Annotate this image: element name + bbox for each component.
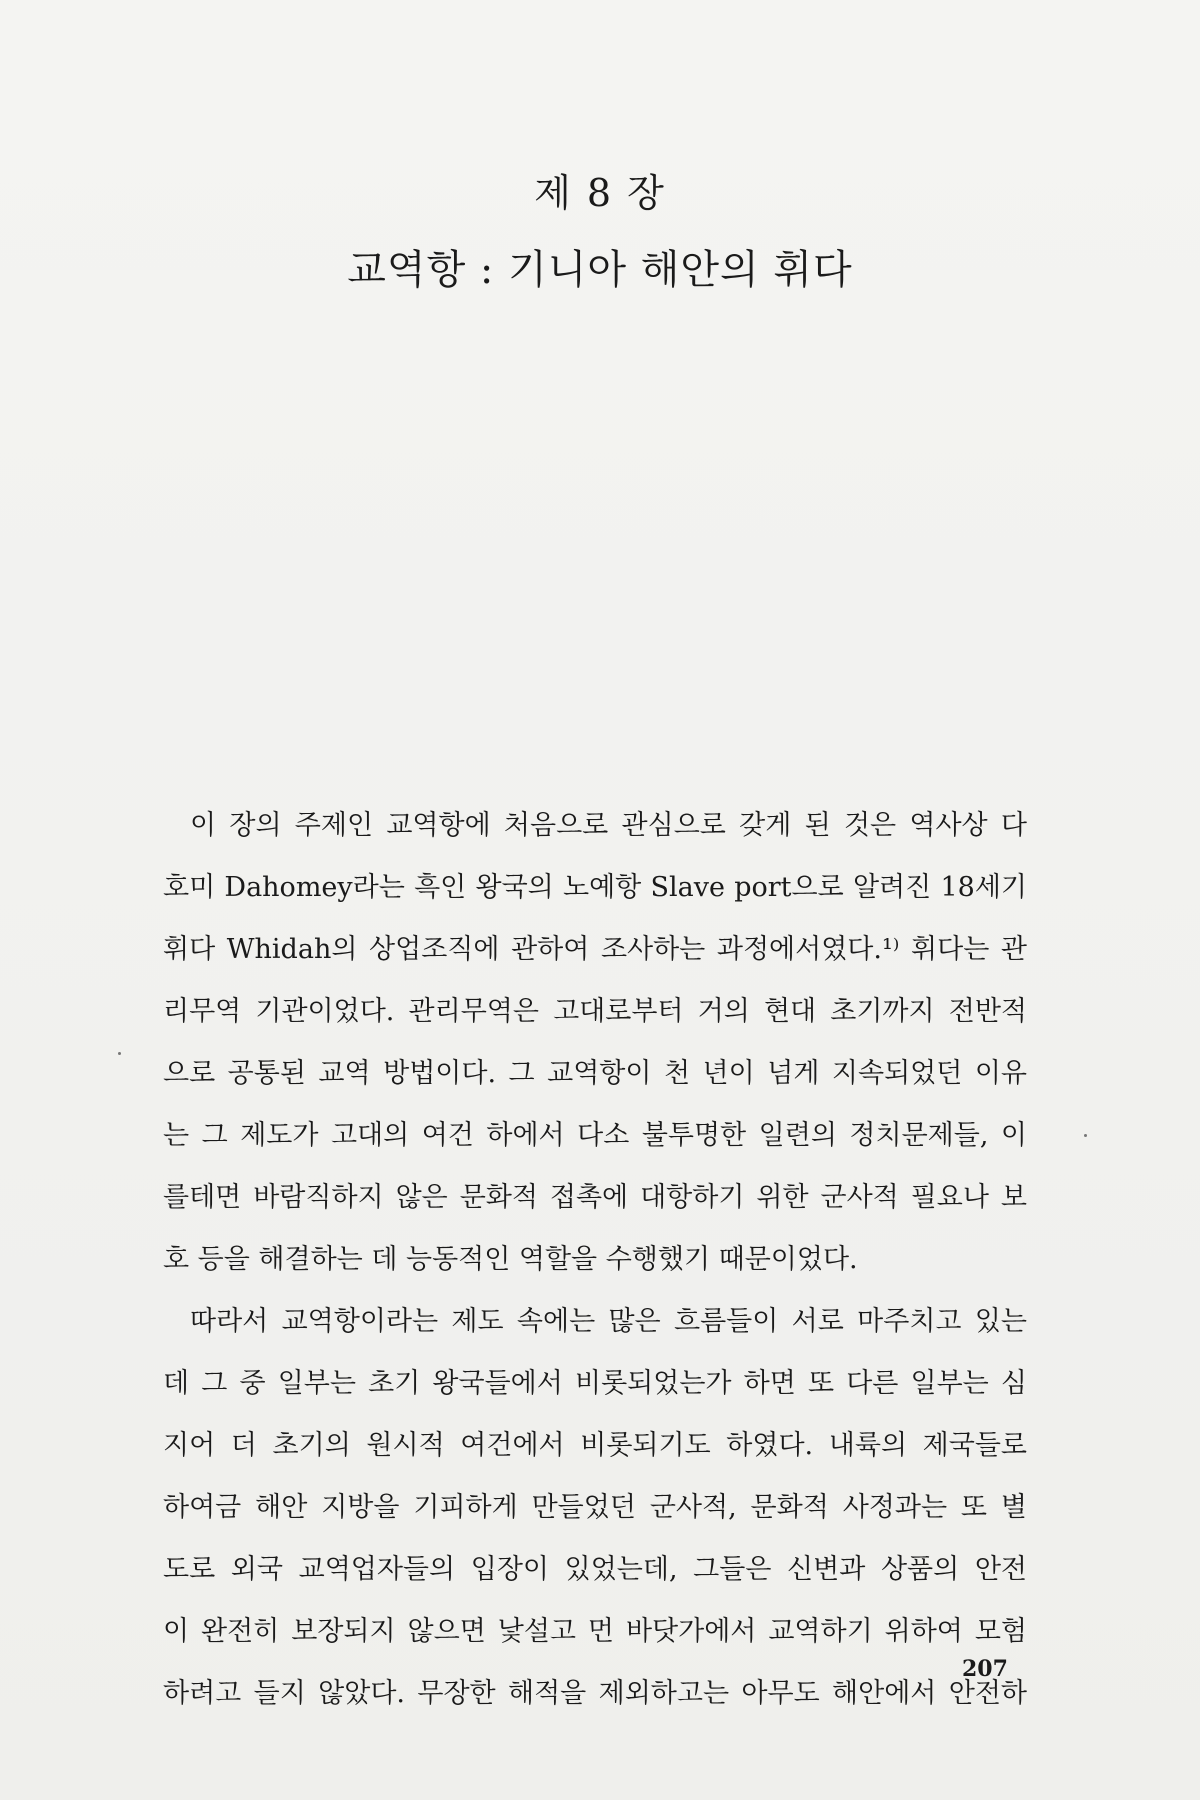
text-line: 는 그 제도가 고대의 여건 하에서 다소 불투명한 일련의 정치문제들, 이	[163, 1120, 1027, 1151]
text-line: 이 장의 주제인 교역항에 처음으로 관심으로 갖게 된 것은 역사상 다	[190, 810, 1027, 841]
text-line: 지어 더 초기의 원시적 여건에서 비롯되기도 하였다. 내륙의 제국들로	[163, 1430, 1027, 1461]
chapter-number: 제 8 장	[534, 171, 666, 215]
text-line: 이 완전히 보장되지 않으면 낯설고 먼 바닷가에서 교역하기 위하여 모험	[163, 1616, 1027, 1647]
text-line: 호미 Dahomey라는 흑인 왕국의 노예항 Slave port으로 알려진 18세기	[163, 872, 1027, 903]
margin-mark	[118, 1052, 121, 1055]
text-line: 하여금 해안 지방을 기피하게 만들었던 군사적, 문화적 사정과는 또 별	[163, 1492, 1027, 1523]
chapter-title: 교역항 : 기니아 해안의 휘다	[347, 247, 853, 293]
text-line: 하려고 들지 않았다. 무장한 해적을 제외하고는 아무도 해안에서 안전하	[163, 1678, 1027, 1709]
text-line: 리무역 기관이었다. 관리무역은 고대로부터 거의 현대 초기까지 전반적	[163, 996, 1027, 1027]
margin-mark	[1084, 1134, 1087, 1137]
text-line: 휘다 Whidah의 상업조직에 관하여 조사하는 과정에서였다.¹⁾ 휘다는 관	[163, 934, 1027, 965]
text-line: 따라서 교역항이라는 제도 속에는 많은 흐름들이 서로 마주치고 있는	[190, 1306, 1027, 1337]
body-text	[163, 795, 1027, 1725]
text-line: 를테면 바람직하지 않은 문화적 접촉에 대항하기 위한 군사적 필요나 보	[163, 1182, 1027, 1213]
text-line: 도로 외국 교역업자들의 입장이 있었는데, 그들은 신변과 상품의 안전	[163, 1554, 1027, 1585]
text-line: 데 그 중 일부는 초기 왕국들에서 비롯되었는가 하면 또 다른 일부는 심	[163, 1368, 1027, 1399]
text-line: 호 등을 해결하는 데 능동적인 역할을 수행했기 때문이었다.	[163, 1244, 858, 1275]
text-line: 으로 공통된 교역 방법이다. 그 교역항이 천 년이 넘게 지속되었던 이유	[163, 1058, 1027, 1089]
page-number: 207	[962, 1656, 1008, 1682]
